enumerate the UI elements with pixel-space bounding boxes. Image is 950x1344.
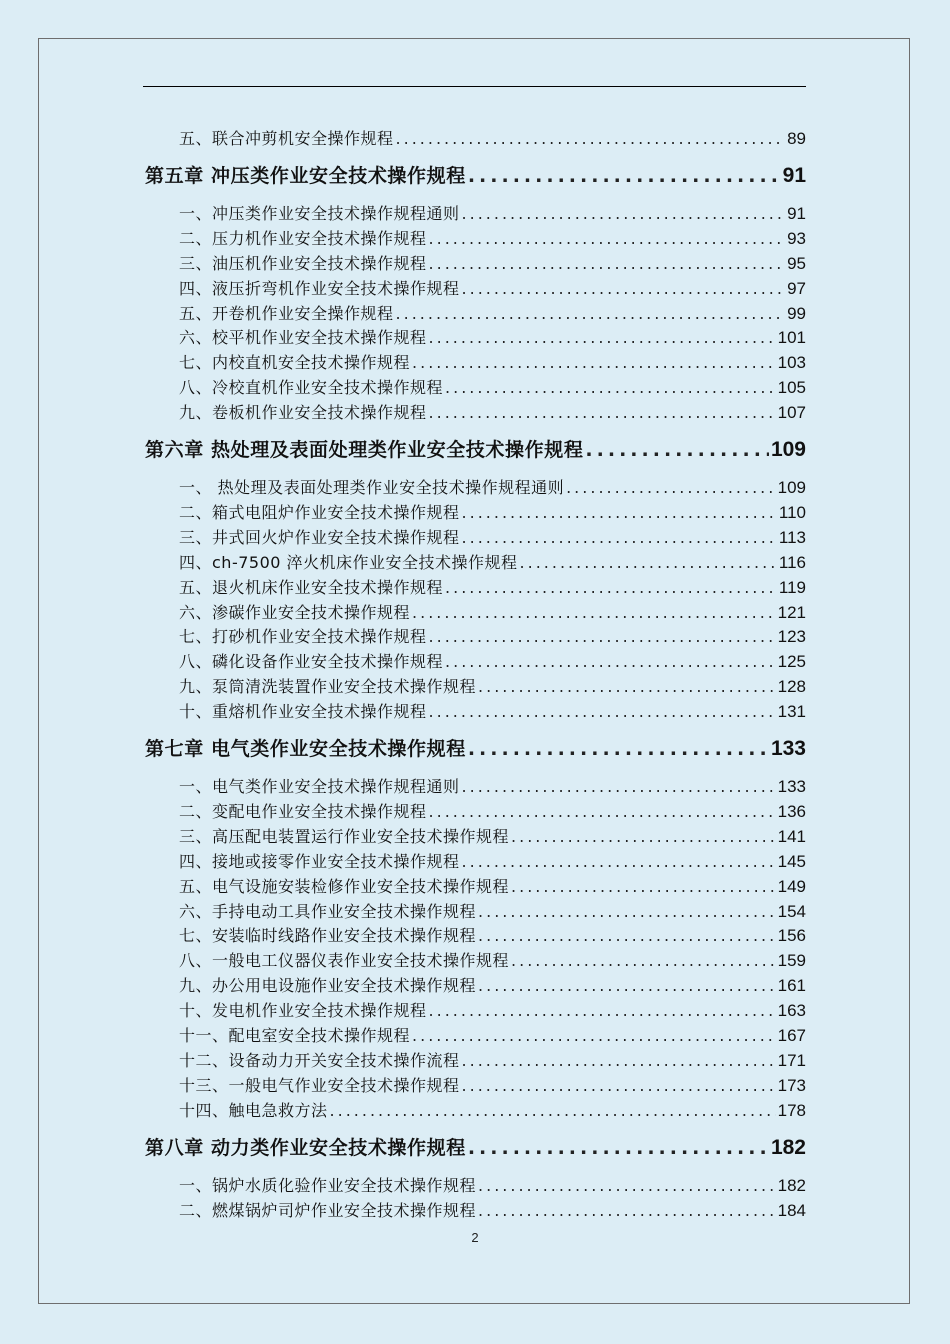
entry-title: 十、发电机作业安全技术操作规程 (179, 1001, 427, 1021)
entry-title: 四、接地或接零作业安全技术操作规程 (179, 851, 460, 871)
toc-entry-row[interactable] (145, 925, 806, 947)
entry-title: 二、压力机作业安全技术操作规程 (179, 228, 427, 248)
dot-leader (462, 278, 786, 300)
toc-entry-row[interactable] (145, 1175, 806, 1197)
toc-entry-row[interactable] (145, 602, 806, 624)
toc-entry-row[interactable] (145, 901, 806, 923)
entry-title: 一、锅炉水质化验作业安全技术操作规程 (179, 1175, 477, 1195)
dot-leader (478, 975, 776, 997)
page-ref: 119 (778, 577, 806, 597)
header-rule (143, 86, 806, 87)
dot-leader (585, 436, 769, 464)
entry-title: 五、联合冲剪机安全操作规程 (179, 129, 394, 148)
toc-entry-row[interactable] (145, 128, 806, 150)
dot-leader (566, 477, 776, 499)
page-ref: 156 (777, 926, 806, 946)
toc-entry-row[interactable] (145, 1025, 806, 1047)
page-ref: 128 (777, 677, 806, 697)
entry-title: 六、渗碳作业安全技术操作规程 (179, 602, 411, 622)
entry-title: 十、重熔机作业安全技术操作规程 (179, 702, 427, 722)
dot-leader (511, 950, 776, 972)
page-ref: 101 (777, 328, 806, 348)
chapter-title: 第七章 电气类作业安全技术操作规程 (145, 738, 466, 760)
toc-chapter-row[interactable] (145, 735, 806, 763)
toc-entry-row[interactable] (145, 377, 806, 399)
dot-leader (412, 602, 776, 624)
toc-entry-row[interactable] (145, 1100, 806, 1122)
toc-chapter-row[interactable] (145, 1134, 806, 1162)
dot-leader (396, 128, 786, 150)
dot-leader (429, 402, 776, 424)
entry-title: 九、泵筒清洗装置作业安全技术操作规程 (179, 677, 477, 697)
page-ref: 149 (777, 876, 806, 896)
toc-entry-row[interactable] (145, 228, 806, 250)
toc-entry-row[interactable] (145, 975, 806, 997)
page-ref: 182 (777, 1175, 806, 1195)
toc-chapter-row[interactable] (145, 436, 806, 464)
toc-entry-row[interactable] (145, 402, 806, 424)
chapter-title: 第五章 冲压类作业安全技术操作规程 (145, 164, 466, 187)
dot-leader (462, 1075, 776, 1097)
toc-entry-row[interactable] (145, 801, 806, 823)
entry-title: 九、办公用电设施作业安全技术操作规程 (179, 976, 477, 996)
toc-entry-row[interactable] (145, 826, 806, 848)
page-ref: 97 (787, 278, 806, 298)
dot-leader (462, 851, 776, 873)
dot-leader (396, 303, 786, 325)
toc-entry-row[interactable] (145, 253, 806, 275)
page-ref: 121 (777, 602, 806, 622)
dot-leader (511, 826, 776, 848)
entry-title: 三、油压机作业安全技术操作规程 (179, 253, 427, 273)
page-number: 2 (471, 1230, 479, 1245)
entry-title: 六、校平机作业安全技术操作规程 (179, 328, 427, 348)
page-ref: 99 (787, 303, 806, 323)
toc-entry-row[interactable] (145, 327, 806, 349)
page-ref: 159 (777, 951, 806, 971)
dot-leader (511, 876, 776, 898)
dot-leader (462, 1050, 776, 1072)
toc-entry-row[interactable] (145, 477, 806, 499)
page-ref: 91 (787, 203, 806, 223)
dot-leader (429, 327, 776, 349)
toc-entry-row[interactable] (145, 851, 806, 873)
toc-entry-row[interactable] (145, 876, 806, 898)
page-ref: 116 (778, 552, 806, 572)
page-ref: 178 (777, 1100, 806, 1120)
page-ref: 89 (787, 129, 806, 148)
dot-leader (412, 352, 776, 374)
dot-leader (478, 1200, 776, 1222)
entry-title: 四、ch-7500 淬火机床作业安全技术操作规程 (179, 552, 518, 572)
dot-leader (478, 901, 776, 923)
toc-entry-row[interactable] (145, 676, 806, 698)
dot-leader (429, 801, 776, 823)
dot-leader (445, 377, 776, 399)
toc-entry-row[interactable] (145, 203, 806, 225)
page-ref: 136 (777, 801, 806, 821)
entry-title: 八、一般电工仪器仪表作业安全技术操作规程 (179, 951, 510, 971)
entry-title: 五、开卷机作业安全操作规程 (179, 303, 394, 323)
page-ref: 154 (777, 901, 806, 921)
entry-title: 八、冷校直机作业安全技术操作规程 (179, 378, 444, 398)
page-ref: 167 (777, 1026, 806, 1045)
dot-leader (462, 776, 776, 798)
entry-title: 十二、设备动力开关安全技术操作流程 (179, 1050, 460, 1070)
toc-entry-row[interactable] (145, 776, 806, 798)
page-ref: 109 (770, 438, 806, 461)
entry-title: 七、内校直机安全技术操作规程 (179, 353, 411, 373)
entry-title: 四、液压折弯机作业安全技术操作规程 (179, 278, 460, 298)
dot-leader (429, 253, 786, 275)
page-ref: 133 (777, 777, 806, 796)
dot-leader (445, 577, 777, 599)
toc-entry-row[interactable] (145, 552, 806, 574)
page-ref: 141 (777, 826, 806, 846)
entry-title: 十一、配电室安全技术操作规程 (179, 1026, 411, 1045)
page-ref: 133 (770, 737, 806, 760)
page-ref: 123 (777, 627, 806, 647)
toc-chapter-row[interactable] (145, 162, 806, 190)
page-ref: 182 (770, 1135, 806, 1159)
entry-title: 七、打砂机作业安全技术操作规程 (179, 627, 427, 647)
dot-leader (520, 552, 777, 574)
toc-entry-row[interactable] (145, 502, 806, 524)
page-ref: 107 (777, 403, 806, 423)
page-ref: 173 (777, 1075, 806, 1095)
chapter-title: 第八章 动力类作业安全技术操作规程 (145, 1136, 466, 1159)
entry-title: 八、磷化设备作业安全技术操作规程 (179, 652, 444, 672)
dot-leader (429, 1000, 776, 1022)
entry-title: 十四、触电急救方法 (179, 1100, 328, 1120)
toc-entry-row[interactable] (145, 278, 806, 300)
entry-title: 六、手持电动工具作业安全技术操作规程 (179, 901, 477, 921)
entry-title: 一、冲压类作业安全技术操作规程通则 (179, 203, 460, 223)
page-ref: 113 (778, 527, 806, 547)
page-ref: 93 (787, 228, 806, 248)
dot-leader (478, 925, 776, 947)
entry-title: 三、井式回火炉作业安全技术操作规程 (179, 527, 460, 547)
toc-entry-row[interactable] (145, 1200, 806, 1222)
dot-leader (462, 502, 777, 524)
page-ref: 110 (778, 502, 806, 522)
page-ref: 163 (777, 1001, 806, 1021)
toc-entry-row[interactable] (145, 577, 806, 599)
dot-leader (429, 228, 786, 250)
page-ref: 145 (777, 851, 806, 871)
page-ref: 105 (777, 378, 806, 398)
toc-entry-row[interactable] (145, 701, 806, 723)
toc-entry-row[interactable] (145, 651, 806, 673)
page-ref: 103 (777, 353, 806, 373)
dot-leader (468, 1134, 769, 1162)
page-ref: 125 (777, 652, 806, 672)
dot-leader (478, 676, 776, 698)
toc-entry-row[interactable] (145, 1050, 806, 1072)
dot-leader (330, 1100, 776, 1122)
chapter-title: 第六章 热处理及表面处理类作业安全技术操作规程 (145, 439, 584, 461)
dot-leader (429, 626, 776, 648)
page-ref: 109 (777, 478, 806, 497)
dot-leader (412, 1025, 776, 1047)
toc-entry-row[interactable] (145, 1000, 806, 1022)
toc-entry-row[interactable] (145, 352, 806, 374)
page-ref: 161 (777, 976, 806, 996)
entry-title: 十三、一般电气作业安全技术操作规程 (179, 1075, 460, 1095)
dot-leader (462, 203, 786, 225)
dot-leader (468, 735, 769, 763)
toc-entry-row[interactable] (145, 626, 806, 648)
dot-leader (468, 162, 781, 190)
entry-title: 九、卷板机作业安全技术操作规程 (179, 403, 427, 423)
entry-title: 二、箱式电阻炉作业安全技术操作规程 (179, 502, 460, 522)
entry-title: 七、安装临时线路作业安全技术操作规程 (179, 926, 477, 946)
entry-title: 二、燃煤锅炉司炉作业安全技术操作规程 (179, 1200, 477, 1220)
toc-entry-row[interactable] (145, 303, 806, 325)
page-ref: 131 (777, 702, 806, 722)
toc-entry-row[interactable] (145, 1075, 806, 1097)
entry-title: 三、高压配电装置运行作业安全技术操作规程 (179, 826, 510, 846)
page-ref: 171 (777, 1050, 806, 1070)
dot-leader (445, 651, 776, 673)
page-ref: 95 (787, 253, 806, 273)
page-ref: 91 (782, 163, 806, 187)
entry-title: 五、退火机床作业安全技术操作规程 (179, 577, 444, 597)
toc-entry-row[interactable] (145, 950, 806, 972)
dot-leader (429, 701, 776, 723)
entry-title: 五、电气设施安装检修作业安全技术操作规程 (179, 876, 510, 896)
entry-title: 一、 热处理及表面处理类作业安全技术操作规程通则 (179, 478, 565, 497)
dot-leader (462, 527, 777, 549)
dot-leader (478, 1175, 776, 1197)
page-ref: 184 (777, 1200, 806, 1220)
entry-title: 二、变配电作业安全技术操作规程 (179, 801, 427, 821)
toc-entry-row[interactable] (145, 527, 806, 549)
entry-title: 一、电气类作业安全技术操作规程通则 (179, 777, 460, 796)
